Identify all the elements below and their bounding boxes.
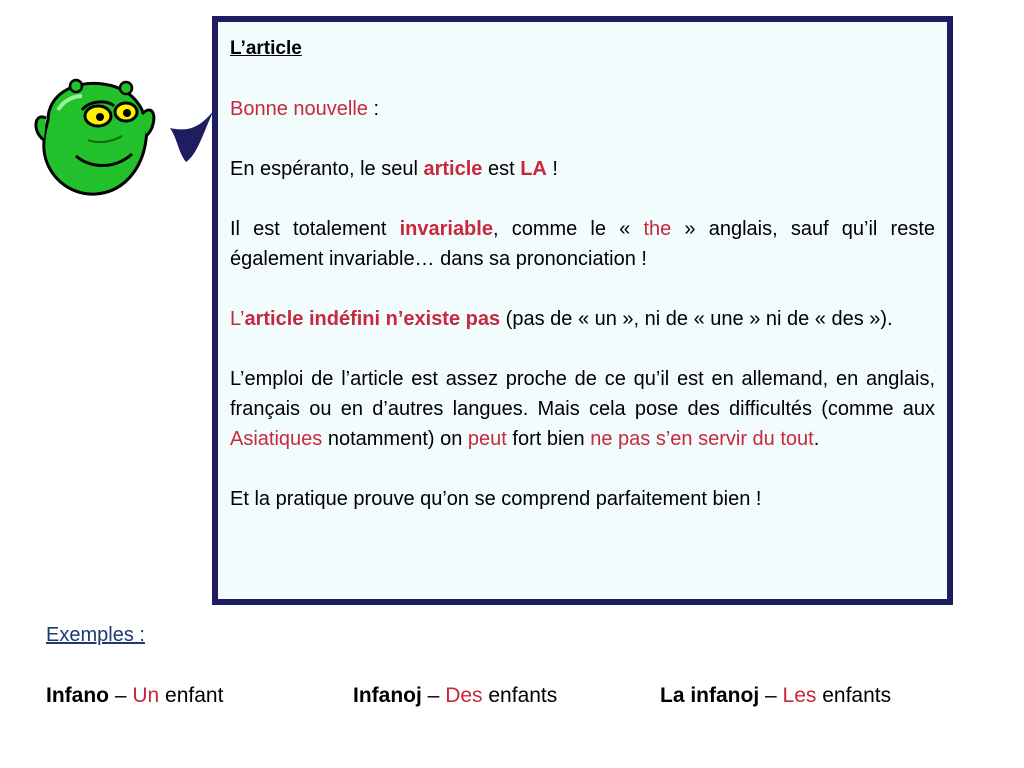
example-item-infano: Infano – Un enfant	[46, 684, 224, 707]
article-rule-box	[212, 16, 953, 605]
green-alien-head-icon	[28, 70, 228, 210]
example-item-infanoj: Infanoj – Des enfants	[353, 684, 558, 707]
examples-label: Exemples :	[46, 624, 145, 646]
paragraph-only-article: En espéranto, le seul article est LA !	[230, 158, 558, 180]
paragraph-usage: L’emploi de l’article est assez proche de ce qu’il est en allemand, en anglais, français ou en d’autres langues. Mais cela pose des difficultés (comme aux Asiatiques notamment) on peut fort bien ne pas s’en servir du tout.	[230, 368, 935, 450]
box-title: L’article	[230, 38, 302, 59]
paragraph-no-indefinite: L’article indéfini n’existe pas (pas de « un », ni de « une » ni de « des »).	[230, 308, 893, 330]
example-item-la-infanoj: La infanoj – Les enfants	[660, 684, 892, 707]
paragraph-good-news: Bonne nouvelle :	[230, 98, 380, 120]
paragraph-practice: Et la pratique prouve qu’on se comprend parfaitement bien !	[230, 488, 762, 510]
paragraph-invariable: Il est totalement invariable, comme le « the » anglais, sauf qu’il reste également invariable… dans sa prononciation !	[230, 218, 935, 270]
